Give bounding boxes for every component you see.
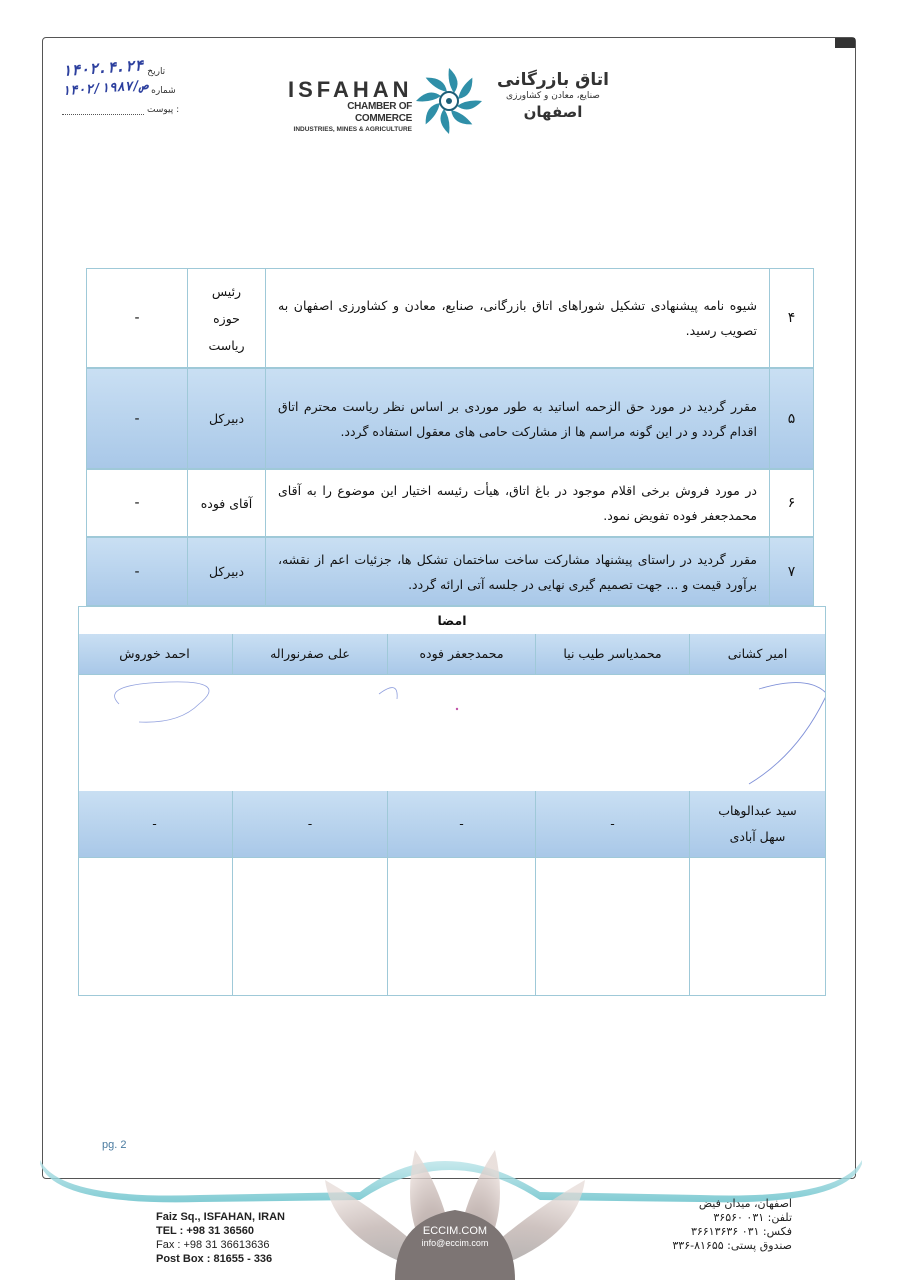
attachment-label: پیوست : xyxy=(147,105,180,115)
attachment-row xyxy=(62,96,192,115)
number-label: شماره xyxy=(151,86,176,96)
row-responsible xyxy=(187,269,265,367)
row-deadline: - xyxy=(134,310,140,326)
signatory-row-2 xyxy=(79,791,825,858)
blank-cell xyxy=(689,857,825,995)
row-number: ۴ xyxy=(769,269,813,367)
footer-address-en: Faiz Sq., ISFAHAN, IRAN xyxy=(156,1211,285,1223)
row-number: ۵ xyxy=(769,369,813,468)
logo-fa-subtitle: صنایع، معادن و کشاورزی xyxy=(506,91,600,101)
footer-fax-en: Fax : +98 31 36613636 xyxy=(156,1239,270,1251)
signature-area-2 xyxy=(79,857,825,995)
row-responsible: آقای فوده xyxy=(187,470,265,536)
blank-cell xyxy=(77,857,232,995)
blank-cell xyxy=(232,857,387,995)
row-responsible: دبیرکل xyxy=(187,538,265,605)
row-text-content: در مورد فروش برخی اقلام موجود در باغ اتاق، هیأت رئیسه اختیار این موضوع را به آقای محمدجعفر فوده تفویض نمود. xyxy=(278,483,757,523)
row-text-content: مقرر گردید در راستای پیشنهاد مشارکت ساخت ساختمان تشکل ها، جزئیات اعم از نقشه، برآورد قیمت و ... جهت تصمیم گیری نهایی در جلسه آتی ارائه گردد. xyxy=(278,551,757,592)
signatory-name: احمد خوروش xyxy=(119,646,190,661)
blank-cell xyxy=(535,857,689,995)
empty-signatory: - xyxy=(152,816,157,831)
footer-tel-fa: تلفن: ۰۳۱ ۳۶۵۶۰ xyxy=(713,1211,792,1224)
table-row xyxy=(87,268,813,368)
logo-fa-title: اتاق بازرگانی xyxy=(497,70,609,90)
signature-heading: امضا xyxy=(79,607,825,635)
page-number: pg. 2 xyxy=(102,1139,127,1151)
row-text xyxy=(265,369,769,468)
row-number: ۷ xyxy=(769,538,813,605)
footer-email[interactable]: info@eccim.com xyxy=(421,1238,489,1248)
row-text xyxy=(265,269,769,367)
logo-en-subtitle2: INDUSTRIES, MINES & AGRICULTURE xyxy=(293,126,412,133)
footer-address-fa: اصفهان، میدان فیض xyxy=(698,1197,792,1210)
empty-signatory: - xyxy=(535,791,689,857)
table-row xyxy=(87,469,813,537)
attachment-line xyxy=(62,104,144,115)
row-text xyxy=(265,470,769,536)
empty-signatory: - xyxy=(232,791,387,857)
date-row xyxy=(61,56,192,80)
footer-tel-en: TEL : +98 31 36560 xyxy=(156,1225,254,1237)
number-row xyxy=(61,77,192,99)
signature-table xyxy=(78,606,826,996)
row-text-content: مقرر گردید در مورد حق الزحمه اساتید به طور موردی بر اساس نظر ریاست محترم اتاق اقدام گردد و در این گونه مراسم ها از مشارکت حامی های معقول استفاده گردد. xyxy=(278,398,757,439)
footer-pobox-fa: صندوق پستی: ۸۱۶۵۵-۳۳۶ xyxy=(672,1239,792,1252)
logo-fa-city: اصفهان xyxy=(523,103,583,121)
signature-area xyxy=(79,674,825,792)
row-responsible-text: رئیس حوزه ریاست xyxy=(208,283,245,353)
footer-web xyxy=(400,1225,510,1249)
corner-mark xyxy=(835,38,855,48)
row-responsible: دبیرکل xyxy=(187,369,265,468)
signatory-name: علی صفرنوراله xyxy=(232,634,387,674)
resolutions-table xyxy=(86,268,814,606)
row-text xyxy=(265,538,769,605)
signatory-name-text: سید عبدالوهاب سهل آبادی xyxy=(718,803,797,844)
logo-en-subtitle: CHAMBER OF COMMERCE xyxy=(347,101,412,124)
signatory-name xyxy=(689,791,825,857)
footer-website[interactable]: ECCIM.COM xyxy=(422,1225,488,1237)
logo-english xyxy=(288,79,412,134)
blank-cell xyxy=(387,857,535,995)
letter-meta xyxy=(62,58,192,115)
signature-scribbles xyxy=(79,674,825,791)
table-row xyxy=(87,368,813,469)
signatory-names-row xyxy=(79,634,825,675)
signatory-name: محمدجعفر فوده xyxy=(387,634,535,674)
footer-contact-en xyxy=(156,1210,285,1266)
logo-persian xyxy=(488,70,618,122)
row-deadline: - xyxy=(134,410,140,427)
chamber-logo-icon xyxy=(414,66,484,136)
row-deadline: - xyxy=(134,495,140,511)
row-deadline: - xyxy=(134,563,140,580)
empty-signatory: - xyxy=(387,791,535,857)
footer-contact-fa xyxy=(632,1197,792,1253)
row-number: ۶ xyxy=(769,470,813,536)
table-row xyxy=(87,537,813,606)
footer-pobox-en: Post Box : 81655 - 336 xyxy=(156,1253,273,1265)
logo-en-title: ISFAHAN xyxy=(288,77,413,102)
date-value: ۱۴۰۲.۴.۲۴ xyxy=(61,56,144,80)
signatory-name: محمدیاسر طیب نیا xyxy=(535,634,689,674)
date-label: تاریخ xyxy=(147,67,166,77)
footer-fax-fa: فکس: ۰۳۱ ۳۶۶۱۳۶۳۶ xyxy=(690,1225,792,1238)
number-value: ۱۴۰۲/ص/۱۹۸۷ xyxy=(61,78,149,99)
signatory-name: امیر کشانی xyxy=(689,634,825,674)
row-text-content: شیوه نامه پیشنهادی تشکیل شوراهای اتاق بازرگانی، صنایع، معادن و کشاورزی اصفهان به تصویب رسید. xyxy=(278,298,757,338)
